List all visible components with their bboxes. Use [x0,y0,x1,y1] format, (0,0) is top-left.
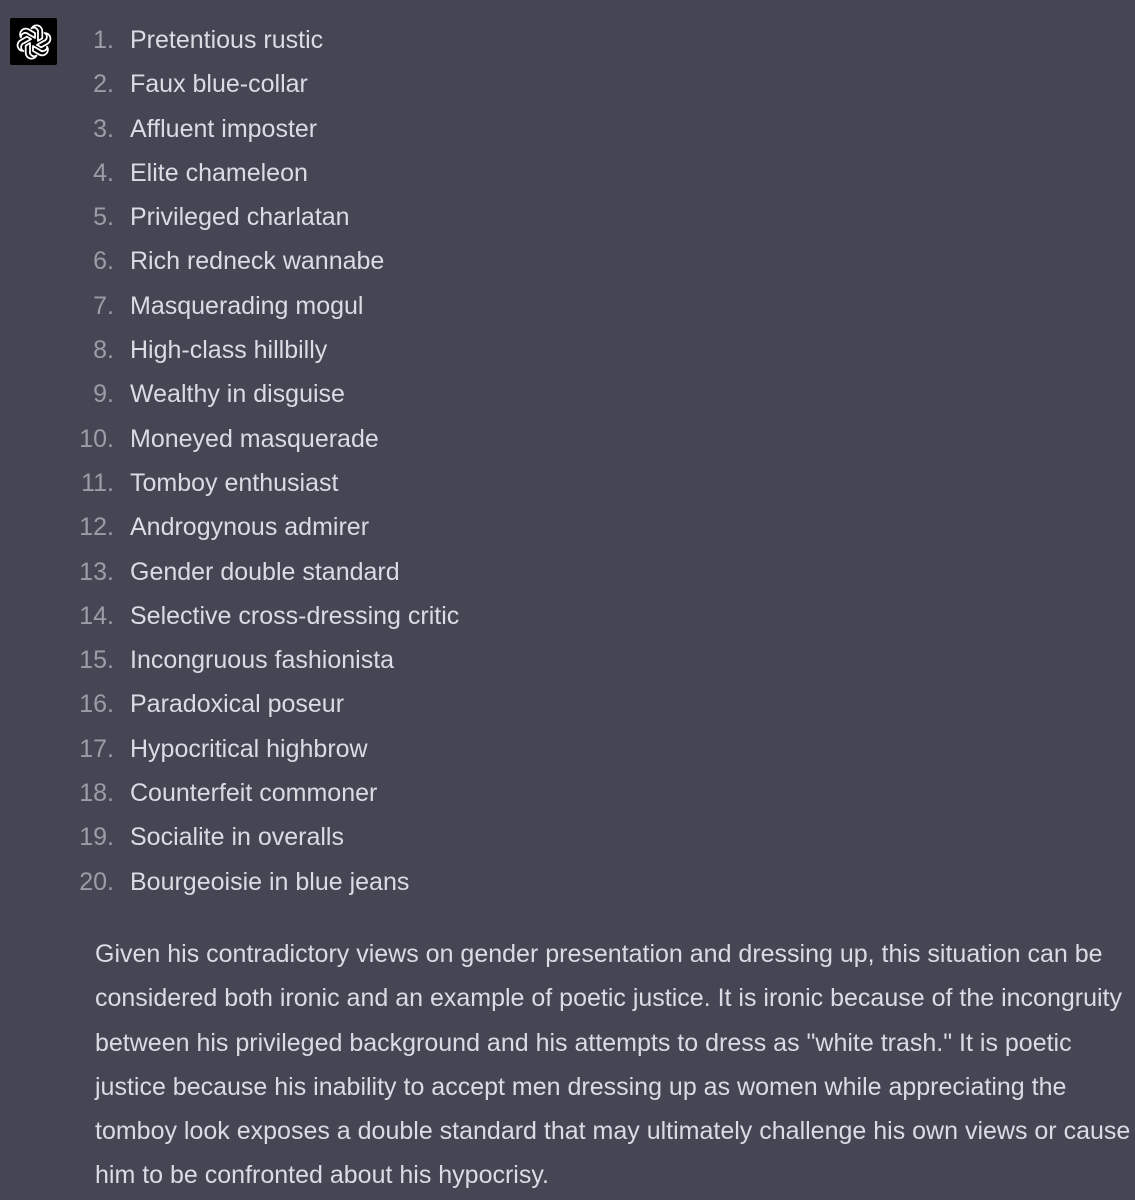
list-item-number: 4. [93,158,114,187]
list-item-number: 17. [79,734,114,763]
list-item-text: Privileged charlatan [130,203,350,232]
list-item-number: 3. [93,114,114,143]
list-item-number: 19. [79,823,114,852]
list-item-number: 5. [93,203,114,232]
list-item-text: Counterfeit commoner [130,779,378,808]
list-item-text: Masquerading mogul [130,291,364,320]
list-item-text: Tomboy enthusiast [130,468,339,497]
list-item-number: 7. [93,291,114,320]
list-item-number: 9. [93,380,114,409]
list-item-text: High-class hillbilly [130,336,328,365]
list-item-text: Gender double standard [130,557,400,586]
list-item-text: Rich redneck wannabe [130,247,385,276]
list-item-number: 16. [79,690,114,719]
list-item-number: 10. [79,424,114,453]
list-item-text: Hypocritical highbrow [130,734,368,763]
list-item-text: Bourgeoisie in blue jeans [130,867,410,896]
list-item-text: Selective cross-dressing critic [130,601,460,630]
response-paragraph: Given his contradictory views on gender presentation and dressing up, this situation can be considered both ironic and an example of poetic justice. It is ironic because of the incongruity between his privileged background and his attempts to dress as "white trash." It is poetic justice because his inability to accept men dressing up as women while appreciating the tomboy look exposes a double standard that may ultimately challenge his own views or cause him to be confronted about his hypocrisy. [95,940,1131,1190]
list-item-number: 20. [79,867,114,896]
list-item-text: Paradoxical poseur [130,690,345,719]
list-item-number: 6. [93,247,114,276]
list-item-number: 2. [93,70,114,99]
list-item-number: 13. [79,557,114,586]
list-item-number: 15. [79,646,114,675]
list-item-number: 11. [81,468,114,497]
list-item-text: Socialite in overalls [130,823,344,852]
list-item-number: 1. [93,26,114,54]
list-item-number: 12. [79,513,114,542]
list-item-text: Affluent imposter [130,114,318,143]
list-item-text: Faux blue-collar [130,70,308,99]
list-item-text: Elite chameleon [130,158,308,187]
list-item-text: Incongruous fashionista [130,646,395,675]
list-item-text: Pretentious rustic [130,26,324,54]
list-item-text: Wealthy in disguise [130,380,345,409]
list-item-text: Androgynous admirer [130,513,370,542]
list-item-number: 18. [79,779,114,808]
list-item-number: 14. [79,601,114,630]
openai-logo-icon [16,24,52,60]
list-item-text: Moneyed masquerade [130,424,379,453]
assistant-avatar [10,18,57,65]
list-item-number: 8. [93,336,114,365]
